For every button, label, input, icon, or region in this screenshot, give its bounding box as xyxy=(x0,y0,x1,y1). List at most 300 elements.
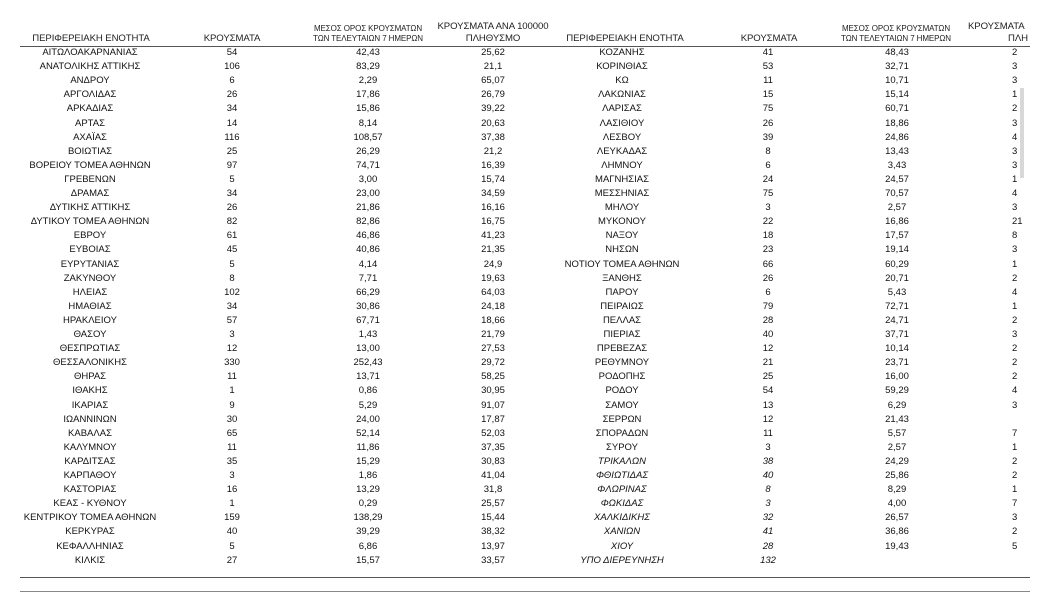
cell-per100k-right: 4 xyxy=(1012,131,1018,143)
cell-per100k-right: 3 xyxy=(1012,61,1018,73)
cell-avg7-right: 6,29 xyxy=(887,399,907,411)
cell-avg7-right: 24,86 xyxy=(885,131,909,143)
cell-cases-right: 6 xyxy=(765,159,771,171)
cell-cases-left: 34 xyxy=(226,300,238,312)
cell-region-right: ΚΩ xyxy=(615,75,629,87)
cell-per100k-right: 2 xyxy=(1012,455,1018,467)
cell-per100k-right: 1 xyxy=(1012,258,1018,270)
cell-region-left: ΘΑΣΟΥ xyxy=(73,329,107,340)
cell-cases-left: 106 xyxy=(224,61,240,73)
table-row xyxy=(0,272,1024,286)
cell-avg7-left: 67,71 xyxy=(356,314,380,326)
cell-avg7-right: 10,14 xyxy=(885,343,909,355)
cell-cases-right: 53 xyxy=(762,61,774,73)
cell-region-right: ΧΑΝΙΩΝ xyxy=(603,526,641,538)
cell-per100k-right: 4 xyxy=(1012,286,1018,298)
cell-region-left: ΚΙΛΚΙΣ xyxy=(74,554,106,566)
cell-cases-right: 41 xyxy=(762,526,774,538)
cell-per100k-left: 37,38 xyxy=(481,131,505,143)
cell-per100k-left: 58,25 xyxy=(481,371,505,383)
cell-cases-left: 1 xyxy=(229,385,235,397)
table-row xyxy=(0,314,1024,328)
cell-avg7-right: 23,71 xyxy=(885,357,909,369)
cell-cases-left: 34 xyxy=(226,188,238,199)
cell-avg7-right: 60,71 xyxy=(885,103,909,115)
cell-cases-right: 32 xyxy=(762,512,774,524)
cell-avg7-right: 10,71 xyxy=(885,75,909,87)
cell-avg7-left: 66,29 xyxy=(356,286,380,298)
cell-per100k-right: 2 xyxy=(1012,357,1018,369)
cell-per100k-left: 21,35 xyxy=(481,244,505,256)
cell-avg7-right: 13,43 xyxy=(885,145,909,157)
cell-region-right: ΝΗΣΩΝ xyxy=(605,244,639,256)
cell-per100k-left: 24,9 xyxy=(483,258,503,270)
cell-region-left: ΙΚΑΡΙΑΣ xyxy=(71,399,109,411)
cell-region-left: ΔΥΤΙΚΗΣ ΑΤΤΙΚΗΣ xyxy=(49,202,131,214)
cell-per100k-left: 31,8 xyxy=(483,484,503,496)
cell-avg7-left: 30,86 xyxy=(356,300,380,312)
cell-per100k-left: 41,23 xyxy=(481,230,505,242)
cell-avg7-left: 0,86 xyxy=(358,385,378,397)
cell-per100k-left: 16,39 xyxy=(481,159,505,171)
cell-avg7-right: 18,86 xyxy=(885,117,909,129)
cell-cases-left: 3 xyxy=(229,470,235,481)
cell-region-left: ΖΑΚΥΝΘΟΥ xyxy=(63,272,117,284)
cell-avg7-right: 24,57 xyxy=(885,173,909,185)
cell-region-left: ΑΡΤΑΣ xyxy=(75,117,105,129)
cell-per100k-left: 64,03 xyxy=(481,286,505,298)
table-row xyxy=(0,399,1024,413)
cell-per100k-right: 8 xyxy=(1012,230,1018,242)
cell-avg7-left: 21,86 xyxy=(356,202,380,214)
cell-region-right: ΦΛΩΡΙΝΑΣ xyxy=(597,484,647,496)
vertical-scrollbar[interactable] xyxy=(1020,88,1024,178)
table-row xyxy=(0,540,1024,554)
cell-region-left: ΒΟΙΩΤΙΑΣ xyxy=(67,145,113,157)
table-row xyxy=(0,413,1024,427)
table-row xyxy=(0,497,1024,511)
cell-avg7-right: 59,29 xyxy=(885,385,909,397)
cell-cases-left: 8 xyxy=(229,272,235,284)
header-cases-right: ΚΡΟΥΣΜΑΤΑ xyxy=(740,33,798,44)
cell-per100k-left: 16,16 xyxy=(481,202,505,214)
cell-avg7-right: 2,57 xyxy=(887,441,907,453)
cell-cases-right: 39 xyxy=(762,131,774,143)
cell-per100k-right: 3 xyxy=(1012,512,1018,524)
cell-per100k-right: 7 xyxy=(1012,427,1018,439)
cell-region-right: ΜΑΓΝΗΣΙΑΣ xyxy=(595,173,649,185)
header-per100k-left-line1: ΚΡΟΥΣΜΑΤΑ ΑΝΑ 100000 xyxy=(437,21,549,32)
cell-cases-right: 22 xyxy=(762,216,774,228)
cell-region-right: ΜΗΛΟΥ xyxy=(604,202,640,214)
cell-region-right: ΜΥΚΟΝΟΥ xyxy=(598,216,646,228)
cell-per100k-left: 21,79 xyxy=(481,329,505,340)
cell-region-left: ΓΡΕΒΕΝΩΝ xyxy=(64,173,116,185)
cell-per100k-left: 27,53 xyxy=(481,343,505,355)
cell-region-left: ΙΘΑΚΗΣ xyxy=(72,385,108,397)
cell-region-right: ΣΕΡΡΩΝ xyxy=(602,413,642,425)
cell-cases-left: 45 xyxy=(226,244,238,256)
cell-region-right: ΛΕΥΚΑΔΑΣ xyxy=(596,145,648,157)
table-row xyxy=(0,356,1024,370)
cell-cases-right: 8 xyxy=(765,145,771,157)
cell-per100k-right: 1 xyxy=(1012,173,1018,185)
table-row xyxy=(0,145,1024,159)
cell-avg7-right: 16,00 xyxy=(885,371,909,383)
cell-avg7-left: 23,00 xyxy=(356,188,380,199)
cell-cases-right: 8 xyxy=(765,484,771,496)
cell-avg7-right: 32,71 xyxy=(885,61,909,73)
cell-cases-right: 28 xyxy=(762,314,774,326)
cell-region-left: ΘΕΣΣΑΛΟΝΙΚΗΣ xyxy=(53,357,127,369)
cell-cases-left: 97 xyxy=(226,159,238,171)
cell-region-left: ΗΜΑΘΙΑΣ xyxy=(68,300,112,312)
cell-cases-right: 12 xyxy=(762,413,774,425)
table-row xyxy=(0,60,1024,74)
cell-cases-right: 132 xyxy=(760,554,776,566)
header-avg7-left-line2: ΤΩΝ ΤΕΛΕΥΤΑΙΩΝ 7 ΗΜΕΡΩΝ xyxy=(313,34,423,43)
header-per100k-right-line2: ΠΛΗ xyxy=(1008,33,1028,44)
cell-avg7-right: 60,29 xyxy=(885,258,909,270)
cell-avg7-right: 3,43 xyxy=(887,159,907,171)
cell-avg7-left: 13,71 xyxy=(356,371,380,383)
cell-avg7-left: 46,86 xyxy=(356,230,380,242)
cell-per100k-left: 19,63 xyxy=(481,272,505,284)
table-row xyxy=(0,511,1024,525)
cell-per100k-left: 25,57 xyxy=(481,498,505,510)
cell-cases-right: 12 xyxy=(762,343,774,355)
cell-per100k-right: 3 xyxy=(1012,75,1018,87)
table-row xyxy=(0,525,1024,539)
cell-region-left: ΑΡΓΟΛΙΔΑΣ xyxy=(63,89,117,101)
cell-per100k-right: 3 xyxy=(1012,145,1018,157)
cell-cases-right: 41 xyxy=(762,47,774,58)
cell-avg7-left: 74,71 xyxy=(356,159,380,171)
cell-avg7-right: 5,57 xyxy=(887,427,907,439)
cell-per100k-left: 37,35 xyxy=(481,441,505,453)
cell-cases-left: 16 xyxy=(226,484,238,496)
table-row xyxy=(0,441,1024,455)
cell-avg7-left: 13,29 xyxy=(356,484,380,496)
cell-region-left: ΑΙΤΩΛΟΑΚΑΡΝΑΝΙΑΣ xyxy=(42,47,138,58)
table-row xyxy=(0,159,1024,173)
cell-per100k-right: 2 xyxy=(1012,470,1018,481)
cell-cases-right: 6 xyxy=(765,286,771,298)
cell-avg7-left: 3,00 xyxy=(358,173,378,185)
cell-avg7-right: 48,43 xyxy=(885,47,909,58)
table-row xyxy=(0,384,1024,398)
cell-region-right: ΝΑΞΟΥ xyxy=(605,230,639,242)
cell-avg7-left: 42,43 xyxy=(356,47,380,58)
cell-region-right: ΚΟΡΙΝΘΙΑΣ xyxy=(596,61,648,73)
cell-cases-right: 40 xyxy=(762,470,774,481)
cell-region-right: ΛΑΡΙΣΑΣ xyxy=(602,103,642,115)
cell-cases-right: 24 xyxy=(762,173,774,185)
cell-avg7-right: 21,43 xyxy=(885,413,909,425)
cell-cases-left: 159 xyxy=(224,512,240,524)
cell-avg7-left: 7,71 xyxy=(358,272,378,284)
cell-per100k-left: 38,32 xyxy=(481,526,505,538)
cell-region-right: ΚΟΖΑΝΗΣ xyxy=(599,47,645,58)
cell-per100k-left: 91,07 xyxy=(481,399,505,411)
header-avg7-right-line1: ΜΕΣΟΣ ΟΡΟΣ ΚΡΟΥΣΜΑΤΩΝ xyxy=(841,24,950,33)
cell-per100k-right: 2 xyxy=(1012,526,1018,538)
cell-avg7-left: 11,86 xyxy=(356,441,380,453)
table-row xyxy=(0,483,1024,497)
cell-avg7-right: 5,43 xyxy=(887,286,907,298)
cell-cases-left: 57 xyxy=(226,314,238,326)
cell-cases-right: 40 xyxy=(762,329,774,340)
table-row xyxy=(0,229,1024,243)
cell-avg7-left: 0,29 xyxy=(358,498,378,510)
cell-avg7-right: 17,57 xyxy=(885,230,909,242)
cell-region-left: ΗΡΑΚΛΕΙΟΥ xyxy=(63,314,117,326)
cell-region-left: ΑΝΔΡΟΥ xyxy=(70,75,110,87)
cell-cases-right: 21 xyxy=(762,357,774,369)
cell-region-right: ΦΘΙΩΤΙΔΑΣ xyxy=(595,470,649,481)
cell-cases-right: 3 xyxy=(765,441,771,453)
cell-region-left: ΘΕΣΠΡΩΤΙΑΣ xyxy=(59,343,121,355)
cell-cases-left: 26 xyxy=(226,202,238,214)
cell-avg7-right: 24,71 xyxy=(885,314,909,326)
cell-avg7-right: 16,86 xyxy=(885,216,909,228)
cell-avg7-left: 1,43 xyxy=(358,329,378,340)
cell-cases-right: 75 xyxy=(762,103,774,115)
cell-per100k-left: 15,44 xyxy=(481,512,505,524)
cell-cases-right: 54 xyxy=(762,385,774,397)
cell-region-right: ΛΑΣΙΘΙΟΥ xyxy=(599,117,645,129)
cell-per100k-left: 30,83 xyxy=(481,455,505,467)
cell-region-left: ΔΡΑΜΑΣ xyxy=(70,188,110,199)
cell-avg7-right: 24,29 xyxy=(885,455,909,467)
cell-region-left: ΑΡΚΑΔΙΑΣ xyxy=(66,103,114,115)
cell-avg7-right: 70,57 xyxy=(885,188,909,199)
cell-per100k-left: 34,59 xyxy=(481,188,505,199)
cell-cases-left: 330 xyxy=(224,357,240,369)
cell-per100k-right: 3 xyxy=(1012,159,1018,171)
table-row xyxy=(0,88,1024,102)
cell-per100k-right: 5 xyxy=(1012,540,1018,552)
cell-cases-right: 79 xyxy=(762,300,774,312)
cell-region-right: ΧΑΛΚΙΔΙΚΗΣ xyxy=(594,512,650,524)
cell-cases-right: 38 xyxy=(762,455,774,467)
cell-per100k-left: 16,75 xyxy=(481,216,505,228)
header-per100k-left xyxy=(428,21,558,45)
cell-region-right: ΛΑΚΩΝΙΑΣ xyxy=(598,89,646,101)
cell-per100k-right: 2 xyxy=(1012,47,1018,58)
cell-avg7-left: 13,00 xyxy=(356,343,380,355)
header-avg7-left-line1: ΜΕΣΟΣ ΟΡΟΣ ΚΡΟΥΣΜΑΤΩΝ xyxy=(313,24,422,33)
cell-cases-left: 12 xyxy=(226,343,238,355)
cell-per100k-left: 30,95 xyxy=(481,385,505,397)
cell-cases-right: 11 xyxy=(763,75,773,87)
page-rule xyxy=(20,591,1030,592)
cell-avg7-left: 1,86 xyxy=(358,470,378,481)
cell-region-left: ΑΧΑΪΑΣ xyxy=(73,131,107,143)
cell-avg7-right: 15,14 xyxy=(885,89,909,101)
table-row xyxy=(0,215,1024,229)
cell-avg7-left: 39,29 xyxy=(356,526,380,538)
cell-avg7-left: 4,14 xyxy=(358,258,378,270)
cell-region-left: ΚΑΡΠΑΘΟΥ xyxy=(63,470,117,481)
cell-per100k-right: 3 xyxy=(1012,329,1018,340)
cell-cases-right: 3 xyxy=(765,498,771,510)
cell-region-left: ΒΟΡΕΙΟΥ ΤΟΜΕΑ ΑΘΗΝΩΝ xyxy=(29,159,151,171)
cell-per100k-left: 20,63 xyxy=(481,117,505,129)
header-cases-left: ΚΡΟΥΣΜΑΤΑ xyxy=(203,33,261,44)
table-row xyxy=(0,74,1024,88)
table-row xyxy=(0,300,1024,314)
cell-per100k-right: 21 xyxy=(1012,216,1023,228)
cell-avg7-left: 15,29 xyxy=(356,455,380,467)
cell-region-left: ΚΕΦΑΛΛΗΝΙΑΣ xyxy=(56,540,124,552)
cell-region-right: ΠΕΙΡΑΙΩΣ xyxy=(600,300,644,312)
cell-per100k-right: 3 xyxy=(1012,202,1018,214)
cell-cases-left: 30 xyxy=(226,413,238,425)
cell-per100k-left: 13,97 xyxy=(481,540,505,552)
cell-avg7-left: 17,86 xyxy=(356,89,380,101)
cell-region-left: ΕΒΡΟΥ xyxy=(73,230,107,242)
cell-region-left: ΗΛΕΙΑΣ xyxy=(72,286,108,298)
cell-per100k-left: 65,07 xyxy=(481,75,505,87)
cell-cases-left: 5 xyxy=(229,540,235,552)
cell-cases-left: 5 xyxy=(229,173,235,185)
cell-per100k-left: 39,22 xyxy=(481,103,505,115)
cell-region-right: ΠΑΡΟΥ xyxy=(605,286,639,298)
table-row xyxy=(0,328,1024,342)
cell-avg7-left: 252,43 xyxy=(353,357,383,369)
table-row xyxy=(0,286,1024,300)
header-region-right: ΠΕΡΙΦΕΡΕΙΑΚΗ ΕΝΟΤΗΤΑ xyxy=(566,33,684,44)
cell-cases-left: 82 xyxy=(226,216,238,228)
cell-per100k-left: 24,18 xyxy=(481,300,505,312)
cell-avg7-left: 83,29 xyxy=(356,61,380,73)
table-row xyxy=(0,243,1024,257)
cell-cases-left: 11 xyxy=(227,371,237,383)
cell-avg7-right: 20,71 xyxy=(885,272,909,284)
cell-avg7-right: 19,14 xyxy=(885,244,909,256)
cell-avg7-left: 138,29 xyxy=(353,512,383,524)
cell-region-right: ΠΕΛΛΑΣ xyxy=(602,314,642,326)
header-avg7-left xyxy=(300,24,436,44)
cell-cases-left: 3 xyxy=(229,329,235,340)
header-avg7-right-line2: ΤΩΝ ΤΕΛΕΥΤΑΙΩΝ 7 ΗΜΕΡΩΝ xyxy=(841,34,951,43)
cell-per100k-right: 4 xyxy=(1012,188,1018,199)
table-row xyxy=(0,102,1024,116)
cell-cases-right: 11 xyxy=(763,427,773,439)
cell-cases-left: 1 xyxy=(229,498,235,510)
cell-avg7-right: 72,71 xyxy=(885,300,909,312)
cell-per100k-right: 7 xyxy=(1012,498,1018,510)
cell-avg7-left: 40,86 xyxy=(356,244,380,256)
cell-per100k-left: 18,66 xyxy=(481,314,505,326)
cell-avg7-right: 19,43 xyxy=(885,540,909,552)
cell-region-right: ΛΕΣΒΟΥ xyxy=(602,131,642,143)
cell-per100k-right: 2 xyxy=(1012,272,1018,284)
table-row xyxy=(0,46,1024,60)
table-row xyxy=(0,117,1024,131)
cell-region-left: ΚΑΛΥΜΝΟΥ xyxy=(63,441,117,453)
cell-per100k-right: 2 xyxy=(1012,314,1018,326)
cell-region-left: ΚΑΣΤΟΡΙΑΣ xyxy=(63,484,117,496)
cell-cases-right: 26 xyxy=(762,117,774,129)
cell-region-right: ΝΟΤΙΟΥ ΤΟΜΕΑ ΑΘΗΝΩΝ xyxy=(564,258,680,270)
cell-region-left: ΕΥΒΟΙΑΣ xyxy=(69,244,111,256)
cell-region-left: ΕΥΡΥΤΑΝΙΑΣ xyxy=(60,258,120,270)
cell-per100k-right: 1 xyxy=(1012,89,1018,101)
cell-per100k-right: 2 xyxy=(1012,371,1018,383)
cell-cases-left: 35 xyxy=(226,455,238,467)
cell-avg7-left: 82,86 xyxy=(356,216,380,228)
table-row xyxy=(0,455,1024,469)
cell-region-right: ΞΑΝΘΗΣ xyxy=(602,272,642,284)
cell-region-right: ΠΙΕΡΙΑΣ xyxy=(603,329,641,340)
cell-avg7-left: 2,29 xyxy=(358,75,378,87)
cell-cases-right: 66 xyxy=(762,258,774,270)
cell-cases-left: 14 xyxy=(226,117,238,129)
cell-avg7-left: 15,57 xyxy=(356,554,380,566)
cell-avg7-left: 15,86 xyxy=(356,103,380,115)
cell-region-right: ΠΡΕΒΕΖΑΣ xyxy=(596,343,648,355)
cell-per100k-left: 26,79 xyxy=(481,89,505,101)
cell-cases-left: 61 xyxy=(226,230,238,242)
cell-avg7-right: 26,57 xyxy=(885,512,909,524)
cell-cases-left: 40 xyxy=(226,526,238,538)
cell-per100k-left: 41,04 xyxy=(481,470,505,481)
cell-per100k-left: 25,62 xyxy=(481,47,505,58)
cell-avg7-right: 36,86 xyxy=(885,526,909,538)
cell-cases-left: 65 xyxy=(226,427,238,439)
cell-cases-left: 5 xyxy=(229,258,235,270)
cell-per100k-left: 21,1 xyxy=(483,61,503,73)
cell-region-left: ΚΕΡΚΥΡΑΣ xyxy=(65,526,115,538)
cell-per100k-left: 33,57 xyxy=(481,554,505,566)
cell-region-right: ΣΥΡΟΥ xyxy=(606,441,638,453)
cell-cases-right: 28 xyxy=(762,540,774,552)
cell-region-right: ΡΕΘΥΜΝΟΥ xyxy=(594,357,650,369)
cell-region-left: ΚΑΡΔΙΤΣΑΣ xyxy=(64,455,116,467)
header-per100k-right xyxy=(968,21,1048,45)
cell-per100k-right: 3 xyxy=(1012,117,1018,129)
table-bottom-rule xyxy=(20,577,1030,578)
table-row xyxy=(0,469,1024,483)
cell-cases-right: 26 xyxy=(762,272,774,284)
header-per100k-left-line2: ΠΛΗΘΥΣΜΟ xyxy=(465,33,521,44)
cell-region-right: ΤΡΙΚΑΛΩΝ xyxy=(598,455,646,467)
cell-cases-right: 23 xyxy=(762,244,774,256)
cell-per100k-left: 52,03 xyxy=(481,427,505,439)
table-row xyxy=(0,201,1024,215)
table-row xyxy=(0,342,1024,356)
cell-per100k-left: 15,74 xyxy=(481,173,505,185)
cell-per100k-right: 3 xyxy=(1012,399,1018,411)
cell-avg7-right: 4,00 xyxy=(887,498,907,510)
cell-cases-left: 11 xyxy=(227,441,237,453)
cell-cases-right: 25 xyxy=(762,371,774,383)
cell-region-left: ΙΩΑΝΝΙΝΩΝ xyxy=(63,413,117,425)
cell-per100k-right: 1 xyxy=(1012,484,1018,496)
cell-region-right: ΣΠΟΡΑΔΩΝ xyxy=(595,427,649,439)
cell-avg7-right: 2,57 xyxy=(887,202,907,214)
cell-region-left: ΑΝΑΤΟΛΙΚΗΣ ΑΤΤΙΚΗΣ xyxy=(39,61,141,73)
cell-region-left: ΔΥΤΙΚΟΥ ΤΟΜΕΑ ΑΘΗΝΩΝ xyxy=(30,216,150,228)
cell-cases-left: 54 xyxy=(226,47,238,58)
cell-cases-left: 9 xyxy=(229,399,235,411)
cell-avg7-left: 26,29 xyxy=(356,145,380,157)
cell-avg7-left: 8,14 xyxy=(358,117,378,129)
cell-per100k-left: 21,2 xyxy=(483,145,503,157)
cell-region-right: ΛΗΜΝΟΥ xyxy=(601,159,643,171)
